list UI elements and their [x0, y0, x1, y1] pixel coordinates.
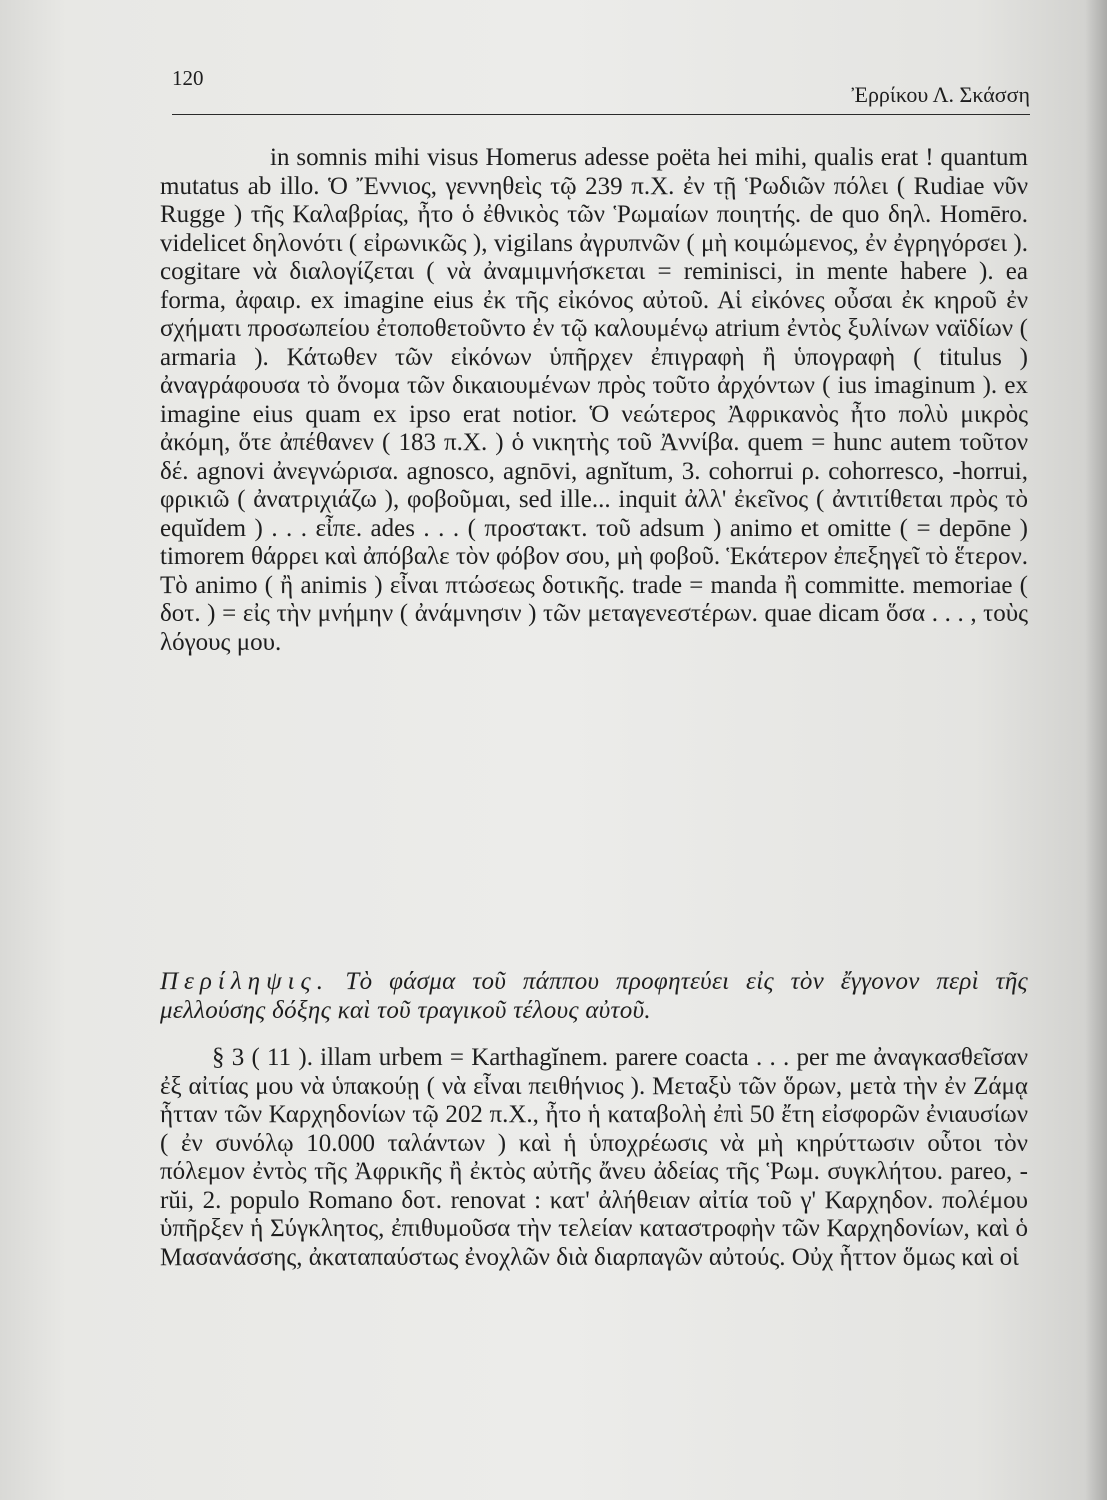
summary-heading: Περίληψις. — [160, 968, 329, 995]
commentary-paragraph-1 — [160, 144, 1028, 657]
summary-paragraph — [160, 968, 1028, 1025]
page-edge-shadow — [1085, 0, 1107, 1500]
page-header — [172, 66, 1030, 110]
paragraph-3-text: § 3 ( 11 ). illam urbem = Karthagĭnem. parere coacta . . . per me ἀναγκασθεῖσαν ἐξ αἰτίας μου νὰ ὑπακούῃ ( νὰ εἶναι πειθήνιος ). Μεταξὺ τῶν ὅρων, μετὰ τὴν ἐν Ζάμᾳ ἧτταν τῶν Καρχηδονίων τῷ 202 π.Χ., ἦτο ἡ καταβολὴ ἐπὶ 50 ἔτη εἰσφορῶν ἐνιαυσίων ( ἐν συνόλῳ 10.000 ταλάντων ) καὶ ἡ ὑποχρέωσις νὰ μὴ κηρύττωσιν οὗτοι τὸν πόλεμον ἐντὸς τῆς Ἀφρικῆς ἢ ἐκτὸς αὐτῆς ἄνευ ἀδείας τῆς Ῥωμ. συγκλήτου. pareo, -rŭi, 2. populo Romano δοτ. renovat : κατ' ἀλήθειαν αἰτία τοῦ γ' Καρχηδον. πολέμου ὑπῆρξεν ἡ Σύγκλητος, ἐπιθυμοῦσα τὴν τελείαν καταστροφὴν τῶν Καρχηδονίων, καὶ ὁ Μασανάσσης, ἀκαταπαύστως ἐνοχλῶν διὰ διαρπαγῶν αὐτούς. Οὐχ ἧττον ὅμως καὶ οἱ — [160, 1044, 1028, 1271]
paragraph-1-text: in somnis mihi visus Homerus adesse poëta hei mihi, qualis erat ! quantum mutatus ab illo. Ὁ Ἔννιος, γεννηθεὶς τῷ 239 π.Χ. ἐν τῇ Ῥωδιῶν πόλει ( Rudiae νῦν Rugge ) τῆς Καλαβρίας, ἦτο ὁ ἐθνικὸς τῶν Ῥωμαίων ποιητής. de quo δηλ. Homēro. videlicet δηλονότι ( εἰρωνικῶς ), vigilans ἀγρυπνῶν ( μὴ κοιμώμενος, ἐν ἐγρηγόρσει ). cogitare νὰ διαλογίζεται ( νὰ ἀναμιμνήσκεται = reminisci, in mente habere ). ea forma, ἀφαιρ. ex imagine eius ἐκ τῆς εἰκόνος αὐτοῦ. Αἱ εἰκόνες οὖσαι ἐκ κηροῦ ἐν σχήματι προσωπείου ἐτοποθετοῦντο ἐν τῷ καλουμένῳ atrium ἐντὸς ξυλίνων ναϊδίων ( armaria ). Κάτωθεν τῶν εἰκόνων ὑπῆρχεν ἐπιγραφὴ ἢ ὑπογραφὴ ( titulus ) ἀναγράφουσα τὸ ὄνομα τῶν δικαιουμένων πρὸς τοῦτο ἀρχόντων ( ius imaginum ). ex imagine eius quam ex ipso erat notior. Ὁ νεώτερος Ἀφρικανὸς ἦτο πολὺ μικρὸς ἀκόμη, ὅτε ἀπέθανεν ( 183 π.Χ. ) ὁ νικητὴς τοῦ Ἀννίβα. quem = hunc autem τοῦτον δέ. agnovi ἀνεγνώρισα. agnosco, agnōvi, agnĭtum, 3. cohorrui ρ. cohorresco, -horrui, φρικιῶ ( ἀνατριχιάζω ), φοβοῦμαι, sed ille... inquit ἀλλ' ἐκεῖνος ( ἀντιτίθεται πρὸς τὸ equĭdem ) . . . εἶπε. ades . . . ( προστακτ. τοῦ adsum ) animo et omitte ( = depōne ) timorem θάρρει καὶ ἀπόβαλε τὸν φόβον σου, μὴ φοβοῦ. Ἑκάτερον ἐπεξηγεῖ τὸ ἕτερον. Τὸ animo ( ἢ animis ) εἶναι πτώσεως δοτικῆς. trade = manda ἢ committe. memoriae ( δοτ. ) = εἰς τὴν μνήμην ( ἀνάμνησιν ) τῶν μεταγενεστέρων. quae dicam ὅσα . . . , τοὺς λόγους μου. — [160, 144, 1028, 656]
running-head: Ἐρρίκου Λ. Σκάσση — [851, 82, 1030, 107]
summary-text: Τὸ φάσμα τοῦ πάππου προφητεύει εἰς τὸν ἔγγονον περὶ τῆς μελλούσης δόξης καὶ τοῦ τραγικοῦ τέλους αὐτοῦ. — [160, 968, 1028, 1024]
header-rule — [172, 114, 1030, 115]
commentary-paragraph-3 — [160, 1044, 1028, 1272]
page-number: 120 — [172, 66, 204, 90]
